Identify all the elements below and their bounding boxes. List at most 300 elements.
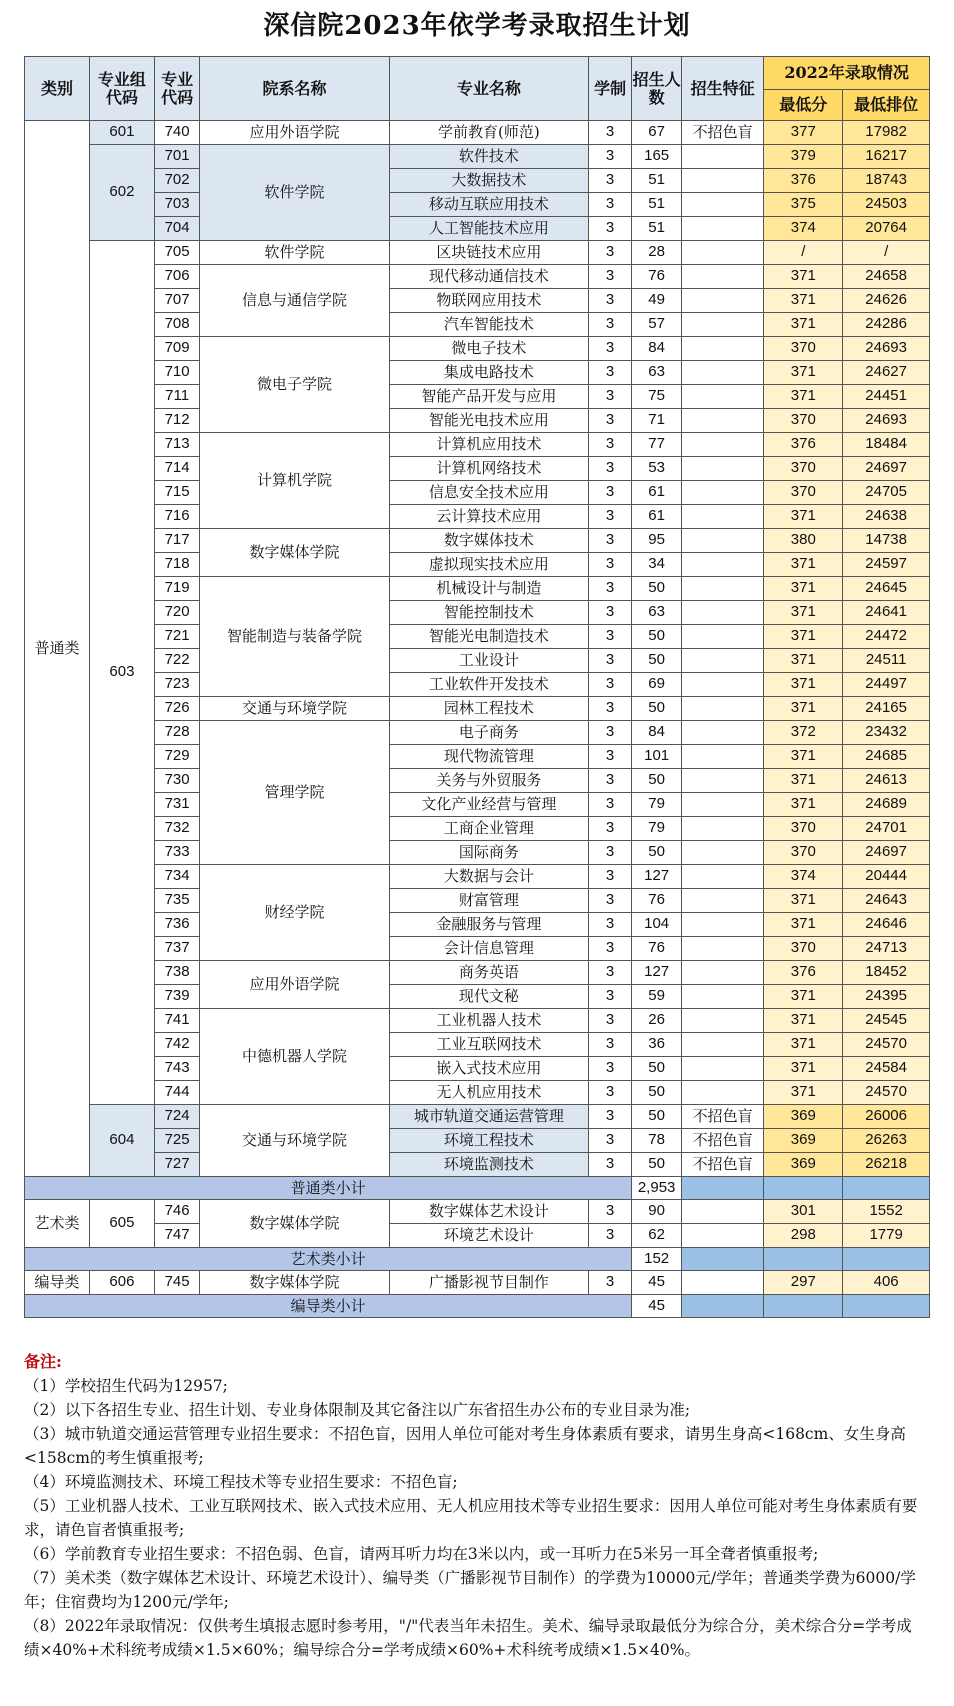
duration-cell: 3 bbox=[588, 505, 631, 529]
major-name-cell: 文化产业经营与管理 bbox=[389, 793, 588, 817]
header-min-rank: 最低排位 bbox=[843, 90, 930, 121]
college-cell: 数字媒体学院 bbox=[200, 529, 389, 577]
note-item: （6）学前教育专业招生要求：不招色弱、色盲，请两耳听力均在3米以内，或一耳听力在5米另一耳全聋者慎重报考; bbox=[24, 1545, 819, 1563]
min-rank-cell: 24638 bbox=[843, 505, 930, 529]
major-name-cell: 计算机应用技术 bbox=[389, 433, 588, 457]
table-row bbox=[25, 721, 930, 745]
min-score-cell: 371 bbox=[764, 577, 843, 601]
quota-cell: 50 bbox=[632, 697, 682, 721]
duration-cell: 3 bbox=[588, 481, 631, 505]
major-name-cell: 财富管理 bbox=[389, 889, 588, 913]
duration-cell: 3 bbox=[588, 745, 631, 769]
feature-cell bbox=[682, 145, 764, 169]
min-rank-cell: 1779 bbox=[843, 1224, 930, 1248]
table-row bbox=[25, 1271, 930, 1295]
duration-cell: 3 bbox=[588, 1129, 631, 1153]
header-min-score: 最低分 bbox=[764, 90, 843, 121]
min-score-cell: 371 bbox=[764, 385, 843, 409]
feature-cell bbox=[682, 769, 764, 793]
duration-cell: 3 bbox=[588, 1200, 631, 1224]
min-score-cell: 370 bbox=[764, 937, 843, 961]
duration-cell: 3 bbox=[588, 937, 631, 961]
quota-cell: 50 bbox=[632, 1153, 682, 1177]
duration-cell: 3 bbox=[588, 985, 631, 1009]
min-rank-cell: 24645 bbox=[843, 577, 930, 601]
major-code-cell: 719 bbox=[154, 577, 199, 601]
feature-cell bbox=[682, 313, 764, 337]
duration-cell: 3 bbox=[588, 793, 631, 817]
min-score-cell: 370 bbox=[764, 817, 843, 841]
group-code-cell: 606 bbox=[89, 1271, 154, 1295]
header-major-name: 专业名称 bbox=[389, 57, 588, 121]
admission-plan-table bbox=[24, 56, 930, 1318]
min-score-cell: 379 bbox=[764, 145, 843, 169]
duration-cell: 3 bbox=[588, 577, 631, 601]
major-code-cell: 729 bbox=[154, 745, 199, 769]
duration-cell: 3 bbox=[588, 961, 631, 985]
feature-cell bbox=[682, 169, 764, 193]
min-score-cell: 298 bbox=[764, 1224, 843, 1248]
table-row bbox=[25, 1009, 930, 1033]
duration-cell: 3 bbox=[588, 697, 631, 721]
quota-cell: 53 bbox=[632, 457, 682, 481]
duration-cell: 3 bbox=[588, 1081, 631, 1105]
min-rank-cell: 18743 bbox=[843, 169, 930, 193]
major-code-cell: 731 bbox=[154, 793, 199, 817]
group-code-cell: 601 bbox=[89, 121, 154, 145]
subtotal-label: 普通类小计 bbox=[25, 1177, 632, 1200]
min-rank-cell: 24503 bbox=[843, 193, 930, 217]
feature-cell bbox=[682, 409, 764, 433]
min-score-cell: 371 bbox=[764, 1081, 843, 1105]
min-rank-cell: 16217 bbox=[843, 145, 930, 169]
header-duration: 学制 bbox=[588, 57, 631, 121]
duration-cell: 3 bbox=[588, 721, 631, 745]
table-row bbox=[25, 865, 930, 889]
major-name-cell: 物联网应用技术 bbox=[389, 289, 588, 313]
min-score-cell: 369 bbox=[764, 1105, 843, 1129]
quota-cell: 57 bbox=[632, 313, 682, 337]
major-name-cell: 工业软件开发技术 bbox=[389, 673, 588, 697]
feature-cell bbox=[682, 649, 764, 673]
min-score-cell: 376 bbox=[764, 433, 843, 457]
major-code-cell: 711 bbox=[154, 385, 199, 409]
min-rank-cell: 24646 bbox=[843, 913, 930, 937]
major-name-cell: 数字媒体艺术设计 bbox=[389, 1200, 588, 1224]
min-score-cell: 371 bbox=[764, 553, 843, 577]
college-cell: 应用外语学院 bbox=[200, 961, 389, 1009]
feature-cell bbox=[682, 553, 764, 577]
table-row bbox=[25, 1224, 930, 1248]
table-row bbox=[25, 961, 930, 985]
duration-cell: 3 bbox=[588, 889, 631, 913]
major-code-cell: 706 bbox=[154, 265, 199, 289]
quota-cell: 26 bbox=[632, 1009, 682, 1033]
min-score-cell: 369 bbox=[764, 1153, 843, 1177]
quota-cell: 50 bbox=[632, 625, 682, 649]
table-row bbox=[25, 121, 930, 145]
feature-cell bbox=[682, 457, 764, 481]
quota-cell: 101 bbox=[632, 745, 682, 769]
quota-cell: 50 bbox=[632, 841, 682, 865]
quota-cell: 75 bbox=[632, 385, 682, 409]
duration-cell: 3 bbox=[588, 673, 631, 697]
major-code-cell: 725 bbox=[154, 1129, 199, 1153]
duration-cell: 3 bbox=[588, 121, 631, 145]
duration-cell: 3 bbox=[588, 769, 631, 793]
feature-cell: 不招色盲 bbox=[682, 1129, 764, 1153]
major-name-cell: 环境艺术设计 bbox=[389, 1224, 588, 1248]
major-code-cell: 704 bbox=[154, 217, 199, 241]
feature-cell bbox=[682, 337, 764, 361]
major-name-cell: 机械设计与制造 bbox=[389, 577, 588, 601]
duration-cell: 3 bbox=[588, 433, 631, 457]
college-cell: 管理学院 bbox=[200, 721, 389, 865]
min-rank-cell: 24701 bbox=[843, 817, 930, 841]
major-code-cell: 716 bbox=[154, 505, 199, 529]
duration-cell: 3 bbox=[588, 145, 631, 169]
feature-cell: 不招色盲 bbox=[682, 121, 764, 145]
min-rank-cell: 14738 bbox=[843, 529, 930, 553]
min-score-cell: 371 bbox=[764, 889, 843, 913]
feature-cell bbox=[682, 289, 764, 313]
table-row bbox=[25, 673, 930, 697]
college-cell: 微电子学院 bbox=[200, 337, 389, 433]
table-row bbox=[25, 313, 930, 337]
table-row bbox=[25, 841, 930, 865]
major-name-cell: 广播影视节目制作 bbox=[389, 1271, 588, 1295]
subtotal-row bbox=[25, 1248, 930, 1271]
duration-cell: 3 bbox=[588, 649, 631, 673]
min-score-cell: 380 bbox=[764, 529, 843, 553]
min-score-cell: 370 bbox=[764, 409, 843, 433]
quota-cell: 63 bbox=[632, 361, 682, 385]
major-name-cell: 工业机器人技术 bbox=[389, 1009, 588, 1033]
major-code-cell: 747 bbox=[154, 1224, 199, 1248]
table-body bbox=[25, 121, 930, 1318]
quota-cell: 77 bbox=[632, 433, 682, 457]
min-score-cell: 371 bbox=[764, 1057, 843, 1081]
min-rank-cell: 24451 bbox=[843, 385, 930, 409]
major-name-cell: 汽车智能技术 bbox=[389, 313, 588, 337]
duration-cell: 3 bbox=[588, 913, 631, 937]
quota-cell: 76 bbox=[632, 265, 682, 289]
quota-cell: 61 bbox=[632, 481, 682, 505]
major-code-cell: 709 bbox=[154, 337, 199, 361]
quota-cell: 76 bbox=[632, 937, 682, 961]
table-row bbox=[25, 889, 930, 913]
feature-cell bbox=[682, 625, 764, 649]
quota-cell: 36 bbox=[632, 1033, 682, 1057]
feature-cell bbox=[682, 961, 764, 985]
duration-cell: 3 bbox=[588, 865, 631, 889]
min-score-cell: 297 bbox=[764, 1271, 843, 1295]
min-rank-cell: 26218 bbox=[843, 1153, 930, 1177]
college-cell: 软件学院 bbox=[200, 145, 389, 241]
feature-cell bbox=[682, 697, 764, 721]
min-rank-cell: 24697 bbox=[843, 457, 930, 481]
duration-cell: 3 bbox=[588, 1105, 631, 1129]
table-row bbox=[25, 457, 930, 481]
major-name-cell: 智能光电制造技术 bbox=[389, 625, 588, 649]
quota-cell: 95 bbox=[632, 529, 682, 553]
quota-cell: 71 bbox=[632, 409, 682, 433]
table-row bbox=[25, 433, 930, 457]
feature-cell bbox=[682, 505, 764, 529]
major-name-cell: 会计信息管理 bbox=[389, 937, 588, 961]
min-score-cell: 370 bbox=[764, 457, 843, 481]
min-score-cell: 370 bbox=[764, 841, 843, 865]
min-score-cell: 371 bbox=[764, 745, 843, 769]
quota-cell: 59 bbox=[632, 985, 682, 1009]
table-row bbox=[25, 1129, 930, 1153]
table-row bbox=[25, 745, 930, 769]
quota-cell: 51 bbox=[632, 169, 682, 193]
min-rank-cell: 24693 bbox=[843, 409, 930, 433]
college-cell: 中德机器人学院 bbox=[200, 1009, 389, 1105]
min-rank-cell: 24286 bbox=[843, 313, 930, 337]
table-row bbox=[25, 529, 930, 553]
major-name-cell: 国际商务 bbox=[389, 841, 588, 865]
major-name-cell: 微电子技术 bbox=[389, 337, 588, 361]
table-row bbox=[25, 649, 930, 673]
group-code-cell: 602 bbox=[89, 145, 154, 241]
min-rank-cell: 24685 bbox=[843, 745, 930, 769]
feature-cell: 不招色盲 bbox=[682, 1153, 764, 1177]
min-rank-cell: 18484 bbox=[843, 433, 930, 457]
major-name-cell: 关务与外贸服务 bbox=[389, 769, 588, 793]
min-rank-cell: 23432 bbox=[843, 721, 930, 745]
feature-cell bbox=[682, 673, 764, 697]
min-rank-cell: 24689 bbox=[843, 793, 930, 817]
min-rank-cell: 20444 bbox=[843, 865, 930, 889]
table-row bbox=[25, 553, 930, 577]
quota-cell: 78 bbox=[632, 1129, 682, 1153]
major-code-cell: 738 bbox=[154, 961, 199, 985]
note-item: （1）学校招生代码为12957; bbox=[24, 1377, 228, 1395]
major-name-cell: 智能光电技术应用 bbox=[389, 409, 588, 433]
major-code-cell: 727 bbox=[154, 1153, 199, 1177]
feature-cell bbox=[682, 817, 764, 841]
major-code-cell: 730 bbox=[154, 769, 199, 793]
table-row bbox=[25, 577, 930, 601]
duration-cell: 3 bbox=[588, 841, 631, 865]
feature-cell bbox=[682, 937, 764, 961]
min-score-cell: 371 bbox=[764, 625, 843, 649]
feature-cell bbox=[682, 385, 764, 409]
duration-cell: 3 bbox=[588, 817, 631, 841]
table-row bbox=[25, 337, 930, 361]
major-code-cell: 712 bbox=[154, 409, 199, 433]
duration-cell: 3 bbox=[588, 313, 631, 337]
min-score-cell: 371 bbox=[764, 505, 843, 529]
min-score-cell: 376 bbox=[764, 961, 843, 985]
major-code-cell: 726 bbox=[154, 697, 199, 721]
major-code-cell: 707 bbox=[154, 289, 199, 313]
min-score-cell: 370 bbox=[764, 337, 843, 361]
subtotal-empty bbox=[682, 1295, 764, 1318]
major-name-cell: 无人机应用技术 bbox=[389, 1081, 588, 1105]
duration-cell: 3 bbox=[588, 529, 631, 553]
quota-cell: 127 bbox=[632, 865, 682, 889]
duration-cell: 3 bbox=[588, 337, 631, 361]
major-code-cell: 737 bbox=[154, 937, 199, 961]
min-score-cell: 369 bbox=[764, 1129, 843, 1153]
min-score-cell: 371 bbox=[764, 289, 843, 313]
major-code-cell: 721 bbox=[154, 625, 199, 649]
major-code-cell: 717 bbox=[154, 529, 199, 553]
major-code-cell: 701 bbox=[154, 145, 199, 169]
major-name-cell: 智能控制技术 bbox=[389, 601, 588, 625]
min-score-cell: 371 bbox=[764, 313, 843, 337]
table-row bbox=[25, 817, 930, 841]
table-row bbox=[25, 409, 930, 433]
min-rank-cell: 406 bbox=[843, 1271, 930, 1295]
table-row bbox=[25, 241, 930, 265]
note-item: （4）环境监测技术、环境工程技术等专业招生要求：不招色盲; bbox=[24, 1473, 458, 1491]
major-code-cell: 710 bbox=[154, 361, 199, 385]
major-code-cell: 740 bbox=[154, 121, 199, 145]
min-rank-cell: 24584 bbox=[843, 1057, 930, 1081]
major-name-cell: 集成电路技术 bbox=[389, 361, 588, 385]
note-item: （7）美术类（数字媒体艺术设计、环境艺术设计）、编导类（广播影视节目制作）的学费为10000元/学年；普通类学费为6000/学年；住宿费均为1200元/学年; bbox=[24, 1569, 916, 1611]
college-cell: 数字媒体学院 bbox=[200, 1200, 389, 1248]
feature-cell bbox=[682, 361, 764, 385]
min-score-cell: 371 bbox=[764, 793, 843, 817]
min-score-cell: 371 bbox=[764, 697, 843, 721]
feature-cell bbox=[682, 577, 764, 601]
major-name-cell: 环境监测技术 bbox=[389, 1153, 588, 1177]
subtotal-empty bbox=[682, 1177, 764, 1200]
feature-cell bbox=[682, 265, 764, 289]
college-cell: 财经学院 bbox=[200, 865, 389, 961]
major-name-cell: 工商企业管理 bbox=[389, 817, 588, 841]
quota-cell: 28 bbox=[632, 241, 682, 265]
major-name-cell: 虚拟现实技术应用 bbox=[389, 553, 588, 577]
feature-cell bbox=[682, 433, 764, 457]
subtotal-label: 编导类小计 bbox=[25, 1295, 632, 1318]
min-score-cell: 377 bbox=[764, 121, 843, 145]
duration-cell: 3 bbox=[588, 1224, 631, 1248]
major-name-cell: 工业设计 bbox=[389, 649, 588, 673]
quota-cell: 104 bbox=[632, 913, 682, 937]
feature-cell bbox=[682, 1081, 764, 1105]
group-code-cell: 605 bbox=[89, 1200, 154, 1248]
subtotal-label: 艺术类小计 bbox=[25, 1248, 632, 1271]
quota-cell: 49 bbox=[632, 289, 682, 313]
major-code-cell: 741 bbox=[154, 1009, 199, 1033]
min-rank-cell: 24597 bbox=[843, 553, 930, 577]
min-score-cell: 374 bbox=[764, 865, 843, 889]
subtotal-empty bbox=[843, 1177, 930, 1200]
table-row bbox=[25, 793, 930, 817]
major-code-cell: 720 bbox=[154, 601, 199, 625]
duration-cell: 3 bbox=[588, 1271, 631, 1295]
major-name-cell: 学前教育(师范) bbox=[389, 121, 588, 145]
duration-cell: 3 bbox=[588, 265, 631, 289]
table-row bbox=[25, 1081, 930, 1105]
major-code-cell: 705 bbox=[154, 241, 199, 265]
min-rank-cell: 24693 bbox=[843, 337, 930, 361]
major-name-cell: 电子商务 bbox=[389, 721, 588, 745]
feature-cell bbox=[682, 1033, 764, 1057]
duration-cell: 3 bbox=[588, 553, 631, 577]
table-row bbox=[25, 601, 930, 625]
duration-cell: 3 bbox=[588, 385, 631, 409]
major-name-cell: 软件技术 bbox=[389, 145, 588, 169]
major-name-cell: 嵌入式技术应用 bbox=[389, 1057, 588, 1081]
table-row bbox=[25, 289, 930, 313]
subtotal-empty bbox=[843, 1295, 930, 1318]
min-rank-cell: 24697 bbox=[843, 841, 930, 865]
min-score-cell: / bbox=[764, 241, 843, 265]
subtotal-empty bbox=[764, 1248, 843, 1271]
feature-cell bbox=[682, 1224, 764, 1248]
notes-section bbox=[24, 1350, 924, 1662]
feature-cell bbox=[682, 529, 764, 553]
major-name-cell: 现代物流管理 bbox=[389, 745, 588, 769]
major-name-cell: 人工智能技术应用 bbox=[389, 217, 588, 241]
feature-cell bbox=[682, 1009, 764, 1033]
table-row bbox=[25, 769, 930, 793]
major-name-cell: 数字媒体技术 bbox=[389, 529, 588, 553]
major-name-cell: 大数据技术 bbox=[389, 169, 588, 193]
table-row bbox=[25, 169, 930, 193]
min-rank-cell: 24626 bbox=[843, 289, 930, 313]
subtotal-row bbox=[25, 1295, 930, 1318]
min-rank-cell: 24395 bbox=[843, 985, 930, 1009]
min-rank-cell: 24641 bbox=[843, 601, 930, 625]
quota-cell: 51 bbox=[632, 193, 682, 217]
quota-cell: 50 bbox=[632, 1081, 682, 1105]
quota-cell: 67 bbox=[632, 121, 682, 145]
group-code-cell: 604 bbox=[89, 1105, 154, 1177]
duration-cell: 3 bbox=[588, 1153, 631, 1177]
min-score-cell: 376 bbox=[764, 169, 843, 193]
major-code-cell: 745 bbox=[154, 1271, 199, 1295]
table-row bbox=[25, 193, 930, 217]
major-code-cell: 734 bbox=[154, 865, 199, 889]
min-score-cell: 371 bbox=[764, 769, 843, 793]
feature-cell bbox=[682, 913, 764, 937]
min-rank-cell: 24497 bbox=[843, 673, 930, 697]
college-cell: 应用外语学院 bbox=[200, 121, 389, 145]
note-item: （2）以下各招生专业、招生计划、专业身体限制及其它备注以广东省招生办公布的专业目录为准; bbox=[24, 1401, 691, 1419]
duration-cell: 3 bbox=[588, 457, 631, 481]
min-rank-cell: 26263 bbox=[843, 1129, 930, 1153]
quota-cell: 84 bbox=[632, 721, 682, 745]
subtotal-empty bbox=[764, 1177, 843, 1200]
duration-cell: 3 bbox=[588, 625, 631, 649]
min-rank-cell: 24658 bbox=[843, 265, 930, 289]
quota-cell: 79 bbox=[632, 793, 682, 817]
quota-cell: 50 bbox=[632, 769, 682, 793]
duration-cell: 3 bbox=[588, 241, 631, 265]
subtotal-row bbox=[25, 1177, 930, 1200]
notes-title: 备注: bbox=[24, 1352, 62, 1371]
min-score-cell: 370 bbox=[764, 481, 843, 505]
table-row bbox=[25, 505, 930, 529]
major-name-cell: 现代文秘 bbox=[389, 985, 588, 1009]
table-row bbox=[25, 913, 930, 937]
min-rank-cell: 24613 bbox=[843, 769, 930, 793]
duration-cell: 3 bbox=[588, 1057, 631, 1081]
duration-cell: 3 bbox=[588, 361, 631, 385]
feature-cell: 不招色盲 bbox=[682, 1105, 764, 1129]
min-score-cell: 371 bbox=[764, 265, 843, 289]
feature-cell bbox=[682, 793, 764, 817]
feature-cell bbox=[682, 601, 764, 625]
